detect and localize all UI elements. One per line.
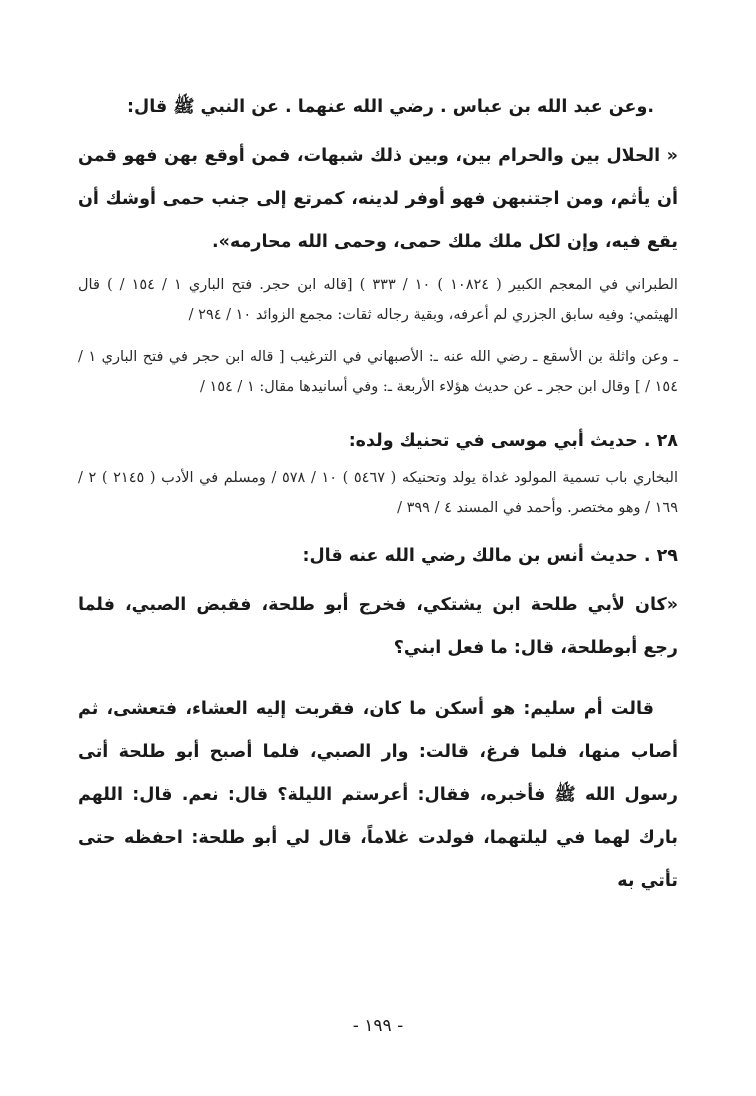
heading-29: ٢٩ . حديث أنس بن مالك رضي الله عنه قال:	[302, 546, 678, 566]
hadith-text: « الحلال بين والحرام بين، وبين ذلك شبهات، فمن أوقع بهن فهو قمن أن يأثم، ومن اجتنبهن فهو أوفر لدينه، كمرتع إلى جنب حمى أوشك أن يقع فيه، وإن لكل ملك ملك حمى، وحمى الله محارمه».	[78, 146, 678, 252]
citation-wathila: ـ وعن واثلة بن الأسقع ـ رضي الله عنه ـ: الأصبهاني في الترغيب [ قاله ابن حجر في فتح الباري ١ / ١٥٤ / ] وقال ابن حجر ـ عن حديث هؤلاء الأربعة ـ: وفي أسانيدها مقال: ١ / ١٥٤ /	[78, 349, 678, 395]
hadith-intro: .وعن عبد الله بن عباس . رضي الله عنهما . عن النبي ﷺ قال:	[127, 97, 654, 117]
heading-28: ٢٨ . حديث أبي موسى في تحنيك ولده:	[348, 431, 678, 451]
citation-bukhari: البخاري باب تسمية المولود غداة يولد وتحنيكه ( ٥٤٦٧ ) ١٠ / ٥٧٨ / ومسلم في الأدب ( ٢١٤٥ ) ٢ / ١٦٩ / وهو مختصر. وأحمد في المسند ٤ / ٣٩٩ /	[78, 470, 678, 516]
hadith-abu-talha: «كان لأبي طلحة ابن يشتكي، فخرج أبو طلحة، فقبض الصبي، فلما رجع أبوطلحة، قال: ما فعل ابني؟	[78, 595, 678, 658]
citation-tabarani: الطبراني في المعجم الكبير ( ١٠٨٢٤ ) ١٠ / ٣٣٣ ) [قاله ابن حجر. فتح الباري ١ / ١٥٤ / ) قال الهيثمي: وفيه سابق الجزري لم أعرفه، وبقية رجاله ثقات: مجمع الزوائد ١٠ / ٢٩٤ /	[78, 277, 678, 323]
page-number: - ١٩٩ -	[352, 1016, 404, 1036]
page-body	[78, 86, 678, 903]
hadith-umm-sulaym: قالت أم سليم: هو أسكن ما كان، فقربت إليه العشاء، فتعشى، ثم أصاب منها، فلما فرغ، قالت: وار الصبي، فلما أصبح أبو طلحة أتى رسول الله ﷺ فأخبره، فقال: أعرستم الليلة؟ قال: نعم. قال: اللهم بارك لهما في ليلتهما، فولدت غلاماً، قال لي أبو طلحة: احفظه حتى تأتي به	[78, 699, 678, 891]
